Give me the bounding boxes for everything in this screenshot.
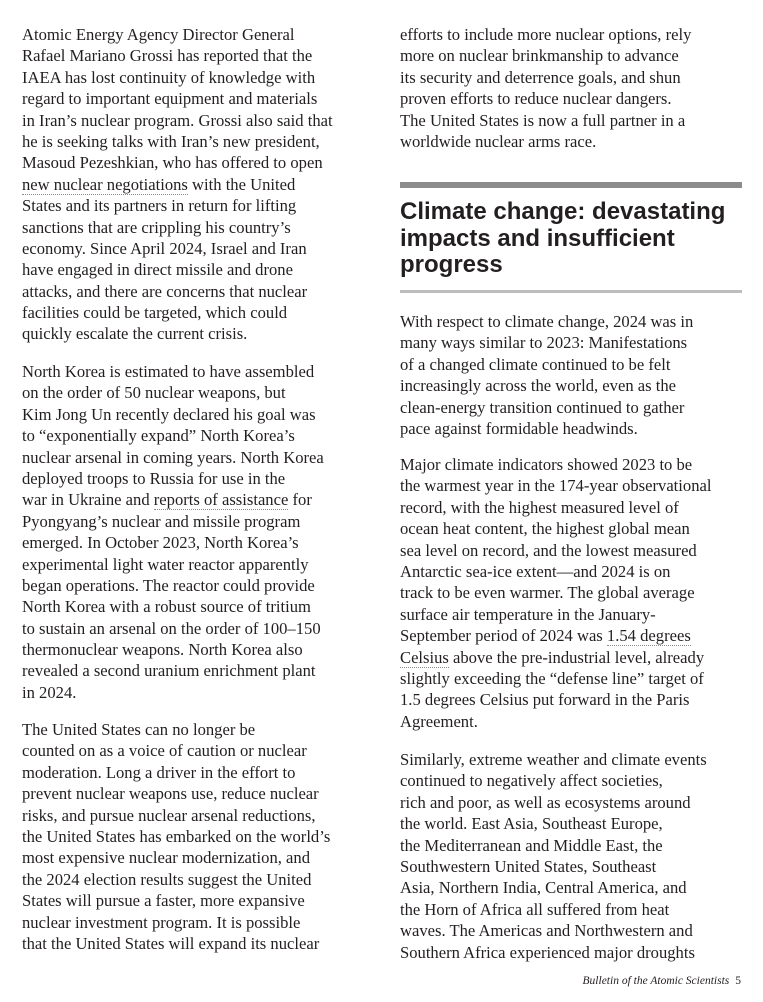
text-line: the world. East Asia, Southeast Europe, <box>400 814 663 834</box>
inline-link[interactable]: new nuclear negotiations <box>22 174 188 194</box>
text-line: Major climate indicators showed 2023 to be <box>400 455 693 474</box>
paragraph-united-states <box>22 719 330 954</box>
text-line: emerged. In October 2023, North Korea’s <box>22 533 299 553</box>
text-line: ocean heat content, the highest global mean <box>400 519 690 539</box>
publication-name: Bulletin of the Atomic Scientists <box>582 975 730 987</box>
text-line: Agreement. <box>400 711 478 731</box>
text-line: The United States is now a full partner in a <box>400 110 686 130</box>
text-line: moderation. Long a driver in the effort to <box>22 762 296 782</box>
text-line <box>22 174 333 195</box>
paragraph-climate-indicators <box>400 454 711 732</box>
text-line: track to be even warmer. The global average <box>400 583 695 603</box>
text-line <box>22 489 324 510</box>
text-line: clean-energy transition continued to gather <box>400 397 685 417</box>
text-line: Antarctic sea-ice extent—and 2024 is on <box>400 561 671 581</box>
text-line: the warmest year in the 174-year observational <box>400 476 712 496</box>
text-line: States will pursue a faster, more expansive <box>22 891 305 911</box>
text-line: began operations. The reactor could provide <box>22 575 315 595</box>
text-line: sanctions that are crippling his country’s <box>22 217 291 237</box>
text-line: the United States has embarked on the world’s <box>22 826 331 846</box>
heading-line: impacts and insufficient <box>400 224 675 252</box>
text-line: slightly exceeding the “defense line” target of <box>400 668 704 688</box>
text-line: Masoud Pezeshkian, who has offered to open <box>22 153 323 173</box>
text-segment: September period of 2024 was <box>400 626 607 646</box>
text-line: nuclear investment program. It is possible <box>22 912 301 932</box>
text-line: proven efforts to reduce nuclear dangers. <box>400 89 672 109</box>
text-line: surface air temperature in the January- <box>400 604 656 624</box>
text-line: 1.5 degrees Celsius put forward in the Paris <box>400 690 690 710</box>
text-line: increasingly across the world, even as the <box>400 376 677 396</box>
text-line: sea level on record, and the lowest measured <box>400 540 697 560</box>
inline-link[interactable]: reports of assistance <box>153 490 289 510</box>
paragraph-iran <box>22 24 333 345</box>
text-line: prevent nuclear weapons use, reduce nuclear <box>22 784 319 804</box>
text-line: Pyongyang’s nuclear and missile program <box>22 511 301 531</box>
page-number: 5 <box>735 975 741 987</box>
section-heading-climate <box>400 199 750 279</box>
text-line: of a changed climate continued to be felt <box>400 354 671 374</box>
text-line: Kim Jong Un recently declared his goal was <box>22 404 316 424</box>
text-line: regard to important equipment and materials <box>22 89 318 109</box>
text-line: Asia, Northern India, Central America, and <box>400 878 687 898</box>
text-line: to sustain an arsenal on the order of 100–150 <box>22 618 321 638</box>
text-line: North Korea with a robust source of tritium <box>22 597 311 617</box>
text-line: quickly escalate the current crisis. <box>22 324 248 344</box>
text-line: Atomic Energy Agency Director General <box>22 25 295 44</box>
text-line: Similarly, extreme weather and climate events <box>400 750 707 769</box>
page-footer <box>583 975 741 987</box>
paragraph-us-continued <box>400 24 691 152</box>
text-line: most expensive nuclear modernization, and <box>22 848 310 868</box>
text-line: continued to negatively affect societies, <box>400 771 663 791</box>
text-line: record, with the highest measured level of <box>400 497 679 517</box>
heading-line: Climate change: devastating <box>400 198 726 225</box>
text-line <box>400 625 711 646</box>
text-line: risks, and pursue nuclear arsenal reductions, <box>22 805 316 825</box>
text-line: With respect to climate change, 2024 was in <box>400 312 694 331</box>
text-line: facilities could be targeted, which could <box>22 303 288 323</box>
text-line: States and its partners in return for lifting <box>22 196 297 216</box>
paragraph-extreme-weather <box>400 749 707 963</box>
text-line: Southern Africa experienced major droughts <box>400 942 695 962</box>
text-line: worldwide nuclear arms race. <box>400 131 597 151</box>
text-line: in 2024. <box>22 682 77 702</box>
text-segment: above the pre-industrial level, already <box>448 647 705 667</box>
paragraph-north-korea <box>22 361 324 703</box>
text-line: thermonuclear weapons. North Korea also <box>22 640 303 660</box>
text-line: IAEA has lost continuity of knowledge with <box>22 67 316 87</box>
section-top-rule <box>400 182 742 188</box>
text-line: many ways similar to 2023: Manifestations <box>400 333 688 353</box>
text-segment: for <box>288 490 312 510</box>
text-line: on the order of 50 nuclear weapons, but <box>22 383 286 403</box>
text-line: to “exponentially expand” North Korea’s <box>22 426 295 446</box>
text-line: deployed troops to Russia for use in the <box>22 468 286 488</box>
text-segment: with the United <box>187 174 296 194</box>
text-line: attacks, and there are concerns that nuclear <box>22 281 308 301</box>
text-line: efforts to include more nuclear options, rely <box>400 25 692 44</box>
text-line: he is seeking talks with Iran’s new president, <box>22 131 320 151</box>
text-line: in Iran’s nuclear program. Grossi also said that <box>22 110 333 130</box>
text-line: the Horn of Africa all suffered from heat <box>400 899 670 919</box>
text-line: economy. Since April 2024, Israel and Iran <box>22 238 307 258</box>
heading-line: progress <box>400 251 503 278</box>
text-line: nuclear arsenal in coming years. North Korea <box>22 447 324 467</box>
text-line: waves. The Americas and Northwestern and <box>400 921 693 941</box>
text-line: Rafael Mariano Grossi has reported that the <box>22 46 313 66</box>
inline-link[interactable]: Celsius <box>400 647 449 667</box>
text-line: the 2024 election results suggest the United <box>22 869 312 889</box>
text-line: pace against formidable headwinds. <box>400 418 638 438</box>
text-line: its security and deterrence goals, and shun <box>400 67 681 87</box>
text-line: Southwestern United States, Southeast <box>400 856 657 876</box>
text-line: have engaged in direct missile and drone <box>22 260 293 280</box>
text-line: rich and poor, as well as ecosystems around <box>400 792 691 812</box>
section-bottom-rule <box>400 290 742 293</box>
text-segment: war in Ukraine and <box>22 490 154 510</box>
text-line: that the United States will expand its nuclear <box>22 933 320 953</box>
text-line: experimental light water reactor apparently <box>22 554 309 574</box>
text-line <box>400 647 711 668</box>
text-line: The United States can no longer be <box>22 720 256 739</box>
text-line: the Mediterranean and Middle East, the <box>400 835 663 855</box>
text-line: more on nuclear brinkmanship to advance <box>400 46 679 66</box>
paragraph-climate-intro <box>400 311 693 439</box>
text-line: North Korea is estimated to have assembled <box>22 362 315 381</box>
inline-link[interactable]: 1.54 degrees <box>606 626 691 646</box>
text-line: revealed a second uranium enrichment plant <box>22 661 316 681</box>
text-line: counted on as a voice of caution or nuclear <box>22 741 307 761</box>
